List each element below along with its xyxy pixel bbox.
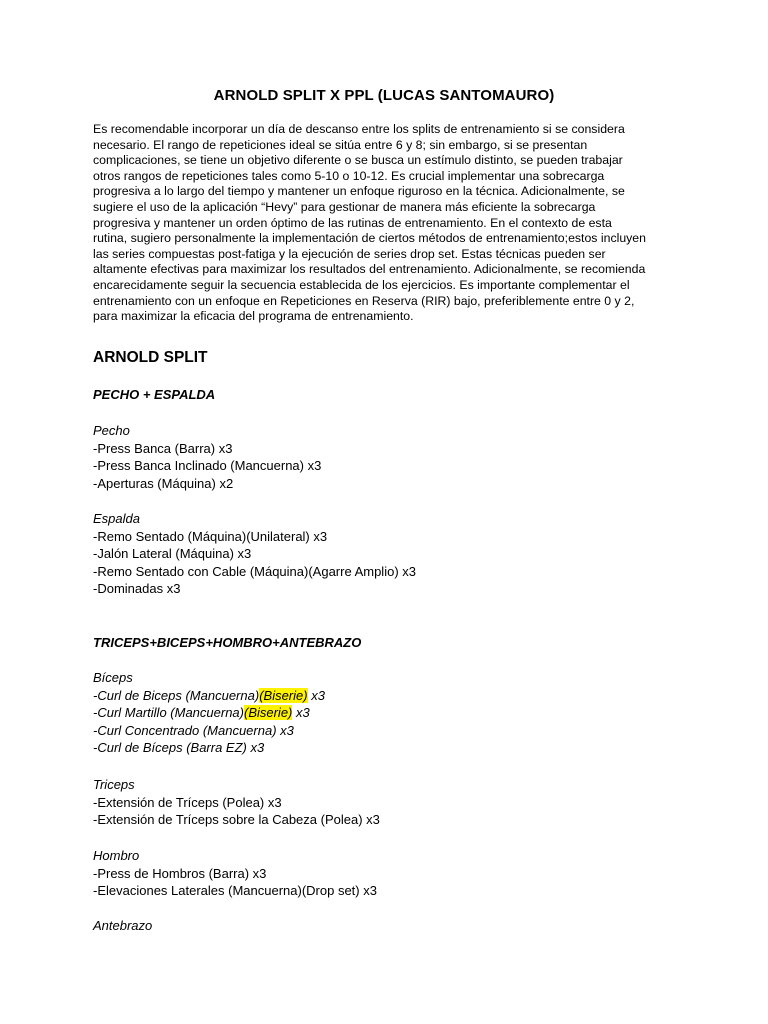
intro-line: sugiere el uso de la aplicación “Hevy” para gestionar de manera más eficiente la sobrecarga [93,199,596,214]
intro-line: necesario. El rango de repeticiones ideal se sitúa entre 6 y 8; sin embargo, si se presentan [93,137,588,152]
intro-line: encarecidamente seguir la secuencia establecida de los ejercicios. Es importante complementar el [93,277,630,292]
exercise-item: -Extensión de Tríceps sobre la Cabeza (Polea) x3 [93,812,380,828]
group-pecho [93,422,321,492]
exercise-item: -Elevaciones Laterales (Mancuerna)(Drop set) x3 [93,883,377,899]
group-espalda [93,510,416,598]
group-title-espalda: Espalda [93,511,140,526]
exercise-item: -Jalón Lateral (Máquina) x3 [93,546,252,562]
exercise-sets: x3 [307,687,325,703]
group-title-antebrazo: Antebrazo [93,918,153,933]
intro-line: otros rangos de repeticiones tales como 5-10 o 10-12. Es crucial implementar una sobrecarga [93,168,605,183]
exercise-text: -Curl de Biceps (Mancuerna) [93,687,260,703]
group-hombro [93,847,377,900]
document-title: ARNOLD SPLIT X PPL (LUCAS SANTOMAURO) [213,87,555,104]
exercise-item: -Extensión de Tríceps (Polea) x3 [93,794,282,810]
intro-line: para maximizar la eficacia del programa de entrenamiento. [93,309,414,324]
intro-line: Es recomendable incorporar un día de descanso entre los splits de entrenamiento si se considera [93,122,625,136]
exercise-item: -Press Banca Inclinado (Mancuerna) x3 [93,458,322,474]
exercise-item: -Remo Sentado con Cable (Máquina)(Agarre Amplio) x3 [93,563,416,579]
exercise-item: -Curl de Bíceps (Barra EZ) x3 [93,740,265,756]
intro-line: complicaciones, se tiene un objetivo diferente o se busca un estímulo distinto, se pueden trabajar [93,153,623,168]
exercise-item: -Press Banca (Barra) x3 [93,440,233,456]
group-title-pecho: Pecho [93,423,130,438]
exercise-item [93,704,325,722]
biserie-highlight: (Biserie) [259,687,308,703]
exercise-text: -Curl Martillo (Mancuerna) [93,705,244,721]
group-biceps [93,669,325,757]
exercise-item: -Aperturas (Máquina) x2 [93,475,234,491]
biserie-highlight: (Biserie) [243,705,293,721]
exercise-item [93,687,325,705]
day-title-pecho-espalda: PECHO + ESPALDA [93,387,216,402]
intro-line: progresiva y mantener un orden óptimo de las rutinas de entrenamiento. En el contexto de esta [93,215,612,230]
group-triceps [93,776,380,829]
exercise-item: -Dominadas x3 [93,581,181,597]
group-antebrazo [93,917,152,935]
intro-line: progresiva a lo largo del tiempo y mantener un enfoque riguroso en la técnica. Adicionalmente, se [93,184,625,199]
section-title-arnold-split: ARNOLD SPLIT [93,349,208,366]
day-title-triceps-biceps-hombro-antebrazo: TRICEPS+BICEPS+HOMBRO+ANTEBRAZO [93,635,362,650]
exercise-item: -Curl Concentrado (Mancuerna) x3 [93,722,294,738]
group-title-biceps: Bíceps [93,670,133,685]
intro-line: altamente efectivas para maximizar los resultados del entrenamiento. Adicionalmente, se recomienda [93,262,646,277]
intro-line: las series compuestas post-fatiga y la ejecución de series drop set. Estas técnicas pueden ser [93,246,606,261]
group-title-hombro: Hombro [93,848,140,863]
exercise-item: -Remo Sentado (Máquina)(Unilateral) x3 [93,528,328,544]
intro-line: entrenamiento con un enfoque en Repeticiones en Reserva (RIR) bajo, preferiblemente entre 0 y 2, [93,293,635,308]
exercise-item: -Press de Hombros (Barra) x3 [93,865,267,881]
group-title-triceps: Triceps [93,777,135,792]
exercise-sets: x3 [292,705,310,721]
intro-paragraph [93,122,683,325]
intro-line: rutina, sugiero personalmente la implementación de ciertos métodos de entrenamiento;estos incluyen [93,231,646,246]
